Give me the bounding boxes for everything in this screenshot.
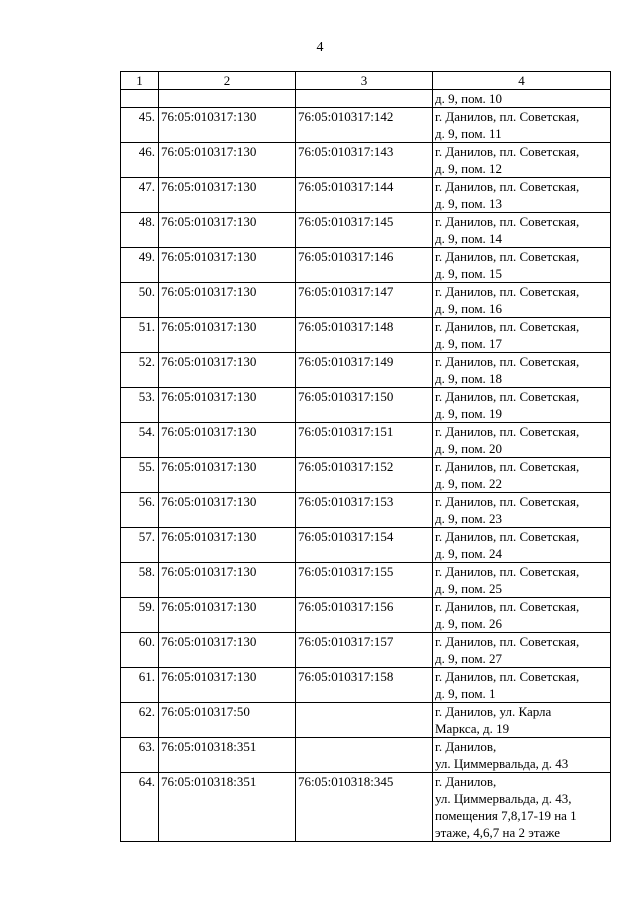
table-row <box>121 90 611 108</box>
row-number-cell: 54. <box>121 423 159 458</box>
table-row <box>121 528 611 563</box>
address-cell <box>433 738 611 773</box>
address-cell <box>433 178 611 213</box>
address-line: д. 9, пом. 17 <box>435 336 503 351</box>
object-cadastral-number-cell: 76:05:010317:158 <box>296 668 433 703</box>
object-cadastral-number-cell: 76:05:010317:154 <box>296 528 433 563</box>
address-cell <box>433 353 611 388</box>
address-line: д. 9, пом. 25 <box>435 581 503 596</box>
land-cadastral-number-cell: 76:05:010317:130 <box>159 458 296 493</box>
address-line: г. Данилов, <box>435 774 497 789</box>
row-number-cell: 63. <box>121 738 159 773</box>
table-row <box>121 353 611 388</box>
address-line: ул. Циммервальда, д. 43 <box>435 756 569 771</box>
table-row <box>121 143 611 178</box>
address-line: г. Данилов, пл. Советская, <box>435 354 580 369</box>
table-row <box>121 493 611 528</box>
row-number-cell: 51. <box>121 318 159 353</box>
address-line: д. 9, пом. 15 <box>435 266 503 281</box>
row-number-cell: 64. <box>121 773 159 842</box>
address-line: д. 9, пом. 11 <box>435 126 502 141</box>
address-line: д. 9, пом. 12 <box>435 161 503 176</box>
object-cadastral-number-cell <box>296 703 433 738</box>
address-line: д. 9, пом. 14 <box>435 231 503 246</box>
address-line: г. Данилов, ул. Карла <box>435 704 552 719</box>
address-line: г. Данилов, <box>435 739 497 754</box>
table-header-row <box>121 72 611 90</box>
address-line: г. Данилов, пл. Советская, <box>435 459 580 474</box>
address-cell <box>433 423 611 458</box>
object-cadastral-number-cell: 76:05:010317:150 <box>296 388 433 423</box>
address-line: д. 9, пом. 19 <box>435 406 503 421</box>
row-number-cell: 45. <box>121 108 159 143</box>
row-number-cell: 46. <box>121 143 159 178</box>
land-cadastral-number-cell: 76:05:010317:130 <box>159 528 296 563</box>
object-cadastral-number-cell: 76:05:010317:146 <box>296 248 433 283</box>
address-line: д. 9, пом. 22 <box>435 476 503 491</box>
page-number: 4 <box>316 40 324 55</box>
land-cadastral-number-cell: 76:05:010317:130 <box>159 563 296 598</box>
address-cell <box>433 90 611 108</box>
address-line: д. 9, пом. 1 <box>435 686 496 701</box>
object-cadastral-number-cell: 76:05:010317:142 <box>296 108 433 143</box>
table-row <box>121 668 611 703</box>
object-cadastral-number-cell <box>296 738 433 773</box>
land-cadastral-number-cell: 76:05:010318:351 <box>159 773 296 842</box>
object-cadastral-number-cell <box>296 90 433 108</box>
row-number-cell: 47. <box>121 178 159 213</box>
address-cell <box>433 528 611 563</box>
table-row <box>121 633 611 668</box>
table-row <box>121 773 611 842</box>
address-line: г. Данилов, пл. Советская, <box>435 179 580 194</box>
address-line: г. Данилов, пл. Советская, <box>435 109 580 124</box>
address-line: г. Данилов, пл. Советская, <box>435 144 580 159</box>
land-cadastral-number-cell: 76:05:010317:130 <box>159 633 296 668</box>
address-cell <box>433 668 611 703</box>
object-cadastral-number-cell: 76:05:010317:145 <box>296 213 433 248</box>
land-cadastral-number-cell: 76:05:010317:130 <box>159 318 296 353</box>
address-cell <box>433 248 611 283</box>
address-line: этаже, 4,6,7 на 2 этаже <box>435 825 561 840</box>
address-line: г. Данилов, пл. Советская, <box>435 494 580 509</box>
address-line: г. Данилов, пл. Советская, <box>435 599 580 614</box>
address-line: д. 9, пом. 16 <box>435 301 503 316</box>
address-line: д. 9, пом. 27 <box>435 651 503 666</box>
land-cadastral-number-cell: 76:05:010317:130 <box>159 598 296 633</box>
land-cadastral-number-cell: 76:05:010317:130 <box>159 213 296 248</box>
address-line: помещения 7,8,17-19 на 1 <box>435 808 577 823</box>
row-number-cell: 53. <box>121 388 159 423</box>
land-cadastral-number-cell: 76:05:010317:130 <box>159 668 296 703</box>
address-line: г. Данилов, пл. Советская, <box>435 389 580 404</box>
address-line: г. Данилов, пл. Советская, <box>435 249 580 264</box>
row-number-cell <box>121 90 159 108</box>
object-cadastral-number-cell: 76:05:010317:152 <box>296 458 433 493</box>
address-line: г. Данилов, пл. Советская, <box>435 424 580 439</box>
object-cadastral-number-cell: 76:05:010317:149 <box>296 353 433 388</box>
address-cell <box>433 108 611 143</box>
address-cell <box>433 703 611 738</box>
address-line: д. 9, пом. 20 <box>435 441 503 456</box>
land-cadastral-number-cell: 76:05:010317:130 <box>159 283 296 318</box>
object-cadastral-number-cell: 76:05:010317:143 <box>296 143 433 178</box>
address-line: г. Данилов, пл. Советская, <box>435 564 580 579</box>
address-cell <box>433 493 611 528</box>
land-cadastral-number-cell: 76:05:010317:130 <box>159 143 296 178</box>
row-number-cell: 57. <box>121 528 159 563</box>
header-cell-2: 2 <box>159 72 296 90</box>
object-cadastral-number-cell: 76:05:010318:345 <box>296 773 433 842</box>
address-cell <box>433 458 611 493</box>
address-line: г. Данилов, пл. Советская, <box>435 319 580 334</box>
row-number-cell: 56. <box>121 493 159 528</box>
row-number-cell: 55. <box>121 458 159 493</box>
address-cell <box>433 213 611 248</box>
land-cadastral-number-cell: 76:05:010317:130 <box>159 248 296 283</box>
object-cadastral-number-cell: 76:05:010317:156 <box>296 598 433 633</box>
table-row <box>121 108 611 143</box>
table-row <box>121 738 611 773</box>
table-row <box>121 178 611 213</box>
object-cadastral-number-cell: 76:05:010317:144 <box>296 178 433 213</box>
address-line: Маркса, д. 19 <box>435 721 510 736</box>
row-number-cell: 52. <box>121 353 159 388</box>
table-row <box>121 248 611 283</box>
table-row <box>121 598 611 633</box>
address-line: д. 9, пом. 18 <box>435 371 503 386</box>
land-cadastral-number-cell: 76:05:010317:130 <box>159 423 296 458</box>
address-line: д. 9, пом. 23 <box>435 511 503 526</box>
address-line: ул. Циммервальда, д. 43, <box>435 791 572 806</box>
address-cell <box>433 318 611 353</box>
header-cell-4: 4 <box>433 72 611 90</box>
object-cadastral-number-cell: 76:05:010317:151 <box>296 423 433 458</box>
land-cadastral-number-cell: 76:05:010317:50 <box>159 703 296 738</box>
address-line: г. Данилов, пл. Советская, <box>435 284 580 299</box>
land-cadastral-number-cell: 76:05:010317:130 <box>159 108 296 143</box>
row-number-cell: 61. <box>121 668 159 703</box>
row-number-cell: 59. <box>121 598 159 633</box>
table-row <box>121 703 611 738</box>
cadastral-table <box>120 71 611 842</box>
address-line: д. 9, пом. 26 <box>435 616 503 631</box>
table-row <box>121 458 611 493</box>
row-number-cell: 58. <box>121 563 159 598</box>
object-cadastral-number-cell: 76:05:010317:147 <box>296 283 433 318</box>
table-body <box>121 72 611 842</box>
object-cadastral-number-cell: 76:05:010317:153 <box>296 493 433 528</box>
land-cadastral-number-cell: 76:05:010317:130 <box>159 493 296 528</box>
row-number-cell: 48. <box>121 213 159 248</box>
table-row <box>121 563 611 598</box>
object-cadastral-number-cell: 76:05:010317:157 <box>296 633 433 668</box>
address-line: г. Данилов, пл. Советская, <box>435 634 580 649</box>
address-line: г. Данилов, пл. Советская, <box>435 529 580 544</box>
address-cell <box>433 388 611 423</box>
header-cell-1: 1 <box>121 72 159 90</box>
land-cadastral-number-cell: 76:05:010317:130 <box>159 353 296 388</box>
row-number-cell: 49. <box>121 248 159 283</box>
row-number-cell: 62. <box>121 703 159 738</box>
row-number-cell: 50. <box>121 283 159 318</box>
row-number-cell: 60. <box>121 633 159 668</box>
address-cell <box>433 143 611 178</box>
object-cadastral-number-cell: 76:05:010317:155 <box>296 563 433 598</box>
land-cadastral-number-cell: 76:05:010318:351 <box>159 738 296 773</box>
address-line: г. Данилов, пл. Советская, <box>435 669 580 684</box>
table-row <box>121 388 611 423</box>
table-row <box>121 318 611 353</box>
address-cell <box>433 283 611 318</box>
address-line: д. 9, пом. 13 <box>435 196 503 211</box>
header-cell-3: 3 <box>296 72 433 90</box>
table-row <box>121 283 611 318</box>
table-row <box>121 423 611 458</box>
address-line: д. 9, пом. 10 <box>435 91 503 106</box>
land-cadastral-number-cell <box>159 90 296 108</box>
table-row <box>121 213 611 248</box>
address-line: д. 9, пом. 24 <box>435 546 503 561</box>
address-line: г. Данилов, пл. Советская, <box>435 214 580 229</box>
land-cadastral-number-cell: 76:05:010317:130 <box>159 388 296 423</box>
address-cell <box>433 563 611 598</box>
land-cadastral-number-cell: 76:05:010317:130 <box>159 178 296 213</box>
address-cell <box>433 633 611 668</box>
address-cell <box>433 598 611 633</box>
object-cadastral-number-cell: 76:05:010317:148 <box>296 318 433 353</box>
address-cell <box>433 773 611 842</box>
